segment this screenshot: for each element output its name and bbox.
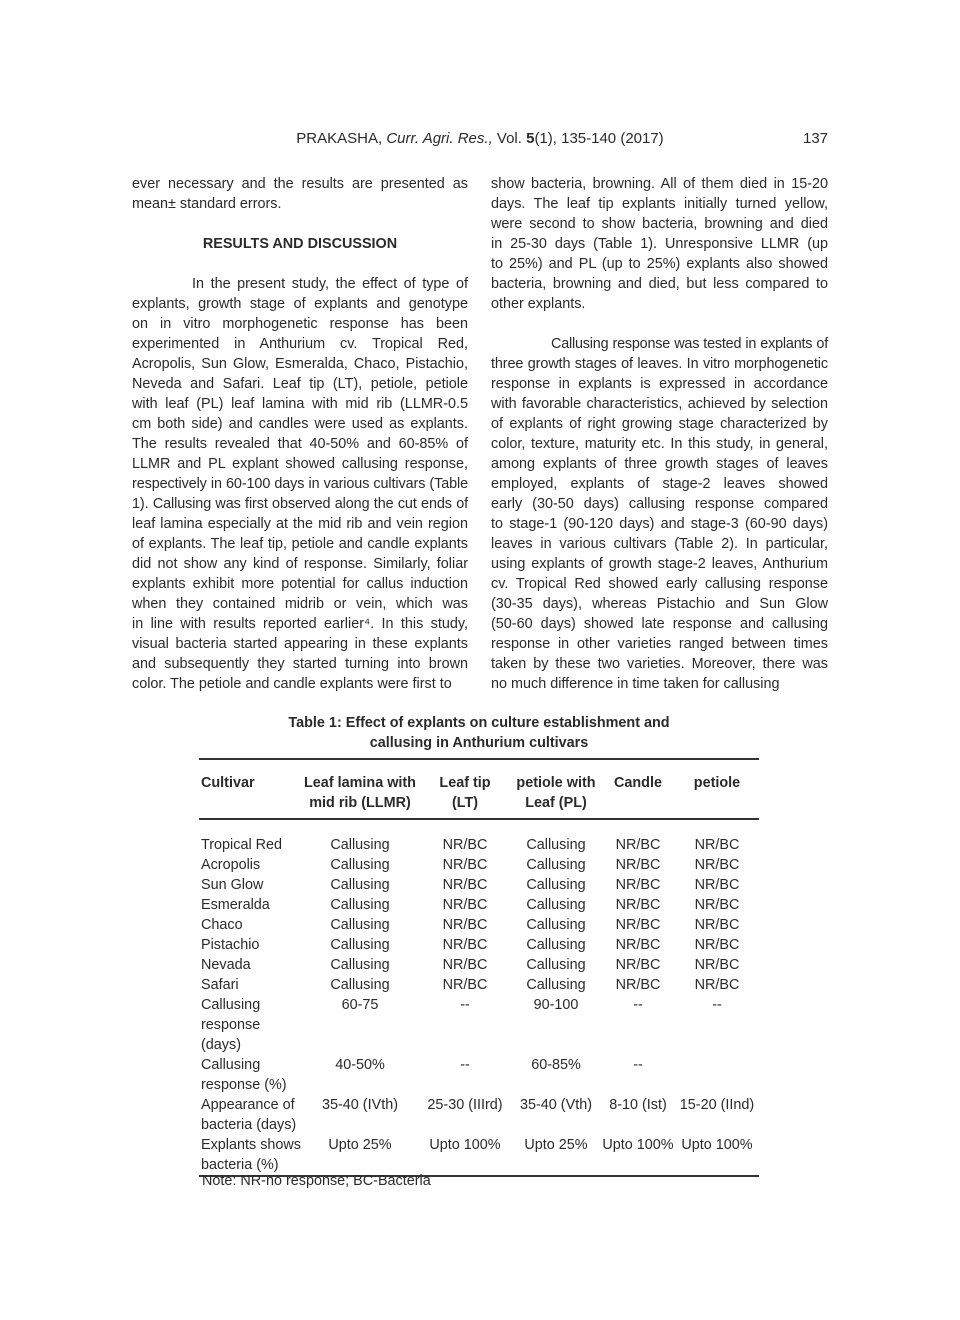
table-row [199, 935, 759, 955]
cell-line: Callusing [526, 977, 586, 993]
table-cell [601, 855, 675, 875]
cell-line: NR/BC [694, 897, 740, 913]
text-line: bacteria, browning and died, but less compared to [491, 276, 828, 292]
table-cell [301, 895, 419, 915]
table-cell [511, 895, 601, 915]
table-cell [419, 895, 511, 915]
section-heading: RESULTS AND DISCUSSION [202, 236, 398, 252]
text-line: among explants of three growth stages of leaves [491, 456, 828, 472]
cell-line: Upto 25% [328, 1137, 392, 1153]
row-label [199, 895, 301, 915]
column-header [301, 759, 419, 819]
cell-line: NR/BC [615, 897, 661, 913]
row-label [199, 975, 301, 995]
cell-line: NR/BC [694, 957, 740, 973]
text-line: when they contained midrib or vein, which was [132, 596, 468, 612]
table-cell [601, 935, 675, 955]
cell-line: Upto 25% [524, 1137, 588, 1153]
table-row [199, 875, 759, 895]
table-cell [511, 915, 601, 935]
text-line: with leaf (PL) leaf lamina with mid rib (LLMR-0.5 [132, 396, 468, 412]
cell-line: Callusing [526, 877, 586, 893]
cell-line: Callusing [330, 977, 390, 993]
table-row [199, 995, 759, 1055]
cell-line: -- [633, 997, 643, 1013]
cell-line: NR/BC [442, 937, 488, 953]
text-line: respectively in 60-100 days in various cultivars (Table [132, 476, 468, 492]
row-label [199, 1135, 301, 1176]
table-row [199, 1095, 759, 1135]
table-cell [675, 1095, 759, 1135]
table-cell [675, 995, 759, 1055]
text-line: other explants. [491, 296, 586, 312]
cell-line: Callusing [330, 937, 390, 953]
text-line: response in explants is expressed in accordance [491, 376, 828, 392]
text-line: no much difference in time taken for callusing [491, 676, 780, 692]
cell-line: NR/BC [615, 877, 661, 893]
column-header-line: petiole with [516, 775, 596, 791]
cell-line: NR/BC [694, 917, 740, 933]
text-line: in line with results reported earlier⁴. In this study, [132, 616, 468, 632]
cell-line: 60-85% [531, 1057, 581, 1073]
table-cell [675, 975, 759, 995]
running-head-volume-number: 5 [526, 130, 535, 147]
table-cell [511, 855, 601, 875]
text-line: early (30-50 days) callusing response compared [491, 496, 828, 512]
cell-line: Callusing [201, 997, 261, 1013]
cell-line: Callusing [526, 957, 586, 973]
table-row [199, 855, 759, 875]
cell-line: Callusing [330, 897, 390, 913]
cell-line: NR/BC [442, 897, 488, 913]
cell-line: 40-50% [335, 1057, 385, 1073]
right-paragraph-0 [491, 174, 828, 314]
column-header [675, 759, 759, 819]
table-cell [511, 875, 601, 895]
table-cell [601, 1095, 675, 1135]
text-line: response in other varieties ranged between times [491, 636, 828, 652]
table-cell [601, 819, 675, 855]
text-line: on in vitro morphogenetic response has been [132, 316, 468, 332]
text-line: three growth stages of leaves. In vitro morphogenetic [491, 356, 828, 372]
text-line: ever necessary and the results are presented as [132, 176, 468, 192]
cell-line: 35-40 (IVth) [322, 1097, 398, 1113]
text-line: show bacteria, browning. All of them died in 15-20 [491, 176, 828, 192]
cell-line: Callusing [330, 877, 390, 893]
cell-line: 90-100 [533, 997, 579, 1013]
cell-line: 25-30 (IIIrd) [427, 1097, 503, 1113]
cell-line: Upto 100% [602, 1137, 674, 1153]
cell-line: Explants shows [201, 1137, 301, 1153]
table-cell [419, 975, 511, 995]
table-cell [601, 955, 675, 975]
table-cell [675, 819, 759, 855]
cell-line: Callusing [526, 937, 586, 953]
text-line: (30-35 days), whereas Pistachio and Sun Glow [491, 596, 828, 612]
cell-line: NR/BC [442, 977, 488, 993]
text-line: cv. Tropical Red showed early callusing response [491, 576, 828, 592]
text-line: mean± standard errors. [132, 196, 282, 212]
table-cell [601, 895, 675, 915]
cell-line: NR/BC [615, 937, 661, 953]
row-label [199, 935, 301, 955]
table-cell [301, 995, 419, 1055]
table-note: Note: NR-no response; BC-Bacteria [202, 1173, 431, 1189]
column-header-line: petiole [693, 775, 741, 791]
column-header-line: mid rib (LLMR) [309, 795, 411, 811]
row-label [199, 855, 301, 875]
cell-line: Upto 100% [429, 1137, 501, 1153]
text-line: (50-60 days) showed late response and callusing [491, 616, 828, 632]
column-header-line: Candle [614, 775, 662, 791]
table-cell [301, 1135, 419, 1176]
table-cell [601, 975, 675, 995]
row-label [199, 955, 301, 975]
cell-line: NR/BC [442, 877, 488, 893]
table-cell [301, 1055, 419, 1095]
cell-line: NR/BC [615, 857, 661, 873]
column-header-line: (LT) [451, 795, 479, 811]
text-line: did not show any kind of response. Similarly, foliar [132, 556, 468, 572]
left-paragraph-1 [132, 274, 468, 694]
table-cell [301, 935, 419, 955]
cell-line: Callusing [330, 917, 390, 933]
table-cell [675, 935, 759, 955]
cell-line: response (days) [201, 1017, 261, 1053]
row-label [199, 915, 301, 935]
text-line: with favorable characteristics, achieved by selection [491, 396, 828, 412]
table-row [199, 975, 759, 995]
text-line: cm both side) and candles were used as explants. [132, 416, 468, 432]
row-label [199, 995, 301, 1055]
results-table [199, 758, 759, 1177]
running-head-issue: (1), 135-140 (2017) [534, 130, 664, 147]
right-paragraph-1 [491, 334, 828, 694]
page-number: 137 [803, 130, 829, 147]
text-line: and subsequently they started turning into brown [132, 656, 468, 672]
table-header-row [199, 759, 759, 819]
row-label [199, 819, 301, 855]
text-line: explants exhibit more potential for callus induction [132, 576, 468, 592]
text-line: using explants of growth stage-2 leaves, Anthurium [491, 556, 828, 572]
table-cell [675, 955, 759, 975]
cell-line: Esmeralda [201, 897, 270, 913]
cell-line: 35-40 (Vth) [520, 1097, 592, 1113]
table-caption [200, 713, 758, 753]
cell-line: 60-75 [341, 997, 379, 1013]
table-cell [675, 895, 759, 915]
text-line: days. The leaf tip explants initially turned yellow, [491, 196, 828, 212]
column-header [419, 759, 511, 819]
cell-line: NR/BC [442, 837, 488, 853]
table-cell [601, 1055, 675, 1095]
column-header [601, 759, 675, 819]
table-cell [419, 1055, 511, 1095]
cell-line: Chaco [201, 917, 243, 933]
cell-line: NR/BC [694, 977, 740, 993]
text-line: employed, explants of stage-2 leaves showed [491, 476, 828, 492]
text-line: leaves in various cultivars (Table 2). In particular, [491, 536, 828, 552]
table-cell [675, 875, 759, 895]
text-line: Callusing response was tested in explants of [551, 336, 828, 352]
table-cell [419, 935, 511, 955]
cell-line: Callusing [330, 857, 390, 873]
table-cell [511, 1095, 601, 1135]
cell-line: -- [460, 997, 470, 1013]
cell-line: NR/BC [694, 837, 740, 853]
column-header-line: Leaf tip [439, 775, 491, 791]
table-cell [419, 855, 511, 875]
table-cell [511, 819, 601, 855]
table-cell [511, 955, 601, 975]
cell-line: response (%) [201, 1077, 287, 1093]
row-label [199, 1055, 301, 1095]
text-line: of explants. The leaf tip, petiole and candle explants [132, 536, 468, 552]
table-cell [419, 955, 511, 975]
column-header-line: Leaf lamina with [304, 775, 416, 791]
cell-line: 15-20 (IInd) [679, 1097, 755, 1113]
text-line: taken by these two varieties. Moreover, there was [491, 656, 828, 672]
table-cell [301, 915, 419, 935]
table-cell [419, 819, 511, 855]
table-cell [301, 875, 419, 895]
cell-line: Callusing [330, 837, 390, 853]
table-row [199, 955, 759, 975]
cell-line: Callusing [526, 857, 586, 873]
text-line: were second to show bacteria, browning and died [491, 216, 828, 232]
cell-line: Tropical Red [201, 837, 283, 853]
left-column [132, 174, 468, 694]
text-line: of explants of right growing stage characterized by [491, 416, 828, 432]
table-row [199, 895, 759, 915]
text-line: Neveda and Safari. Leaf tip (LT), petiole, petiole [132, 376, 468, 392]
cell-line: NR/BC [694, 937, 740, 953]
table-row [199, 1055, 759, 1095]
cell-line: -- [633, 1057, 643, 1073]
cell-line: Upto 100% [681, 1137, 753, 1153]
table-cell [419, 875, 511, 895]
cell-line: bacteria (%) [201, 1157, 279, 1173]
table-cell [301, 1095, 419, 1135]
row-label [199, 875, 301, 895]
cell-line: NR/BC [694, 877, 740, 893]
cell-line: 8-10 (Ist) [609, 1097, 667, 1113]
cell-line: Acropolis [201, 857, 261, 873]
cell-line: Appearance of [201, 1097, 295, 1113]
left-paragraph-0 [132, 174, 468, 214]
text-line: LLMR and PL explant showed callusing response, [132, 456, 468, 472]
cell-line: Callusing [330, 957, 390, 973]
table-caption-line: callusing in Anthurium cultivars [369, 735, 589, 751]
table-caption-line: Table 1: Effect of explants on culture establishment and [288, 715, 670, 731]
cell-line: NR/BC [615, 917, 661, 933]
table-row [199, 1135, 759, 1176]
cell-line: -- [712, 997, 722, 1013]
text-line: The results revealed that 40-50% and 60-85% of [132, 436, 468, 452]
cell-line: NR/BC [615, 957, 661, 973]
cell-line: NR/BC [694, 857, 740, 873]
column-header [511, 759, 601, 819]
table-row [199, 915, 759, 935]
table-row [199, 819, 759, 855]
cell-line: bacteria (days) [201, 1117, 297, 1133]
text-line: color. The petiole and candle explants were first to [132, 676, 452, 692]
cell-line: Callusing [526, 917, 586, 933]
cell-line: -- [460, 1057, 470, 1073]
table-cell [511, 1135, 601, 1176]
text-line: to 25%) and PL (up to 25%) explants also showed [491, 256, 828, 272]
cell-line: Sun Glow [201, 877, 264, 893]
column-header-line: Leaf (PL) [525, 795, 587, 811]
table-cell [301, 955, 419, 975]
cell-line: Nevada [201, 957, 251, 973]
table-cell [675, 855, 759, 875]
table-cell [301, 855, 419, 875]
column-header [199, 759, 301, 819]
text-line: Acropolis, Sun Glow, Esmeralda, Chaco, Pistachio, [132, 356, 468, 372]
cell-line: NR/BC [442, 857, 488, 873]
table-cell [511, 975, 601, 995]
running-head-author: PRAKASHA, [296, 130, 387, 147]
table-cell [601, 1135, 675, 1176]
table-cell [511, 1055, 601, 1095]
cell-line: NR/BC [615, 977, 661, 993]
cell-line: Pistachio [201, 937, 260, 953]
table-cell [601, 995, 675, 1055]
cell-line: Safari [201, 977, 239, 993]
table-cell [301, 819, 419, 855]
text-line: experimented in Anthurium cv. Tropical Red, [132, 336, 468, 352]
text-line: color, texture, maturity etc. In this study, in general, [491, 436, 828, 452]
running-head-journal: Curr. Agri. Res., [386, 130, 493, 147]
text-line: explants, growth stage of explants and genotype [132, 296, 468, 312]
cell-line: Callusing [526, 897, 586, 913]
table-cell [675, 915, 759, 935]
running-head-vol: Vol. [492, 130, 527, 147]
text-line: leaf lamina especially at the mid rib and vein region [132, 516, 468, 532]
table-cell [675, 1135, 759, 1176]
cell-line: NR/BC [615, 837, 661, 853]
cell-line: NR/BC [442, 917, 488, 933]
table-cell [511, 995, 601, 1055]
table-cell [419, 1095, 511, 1135]
right-column [491, 174, 828, 694]
text-line: visual bacteria started appearing in these explants [132, 636, 468, 652]
row-label [199, 1095, 301, 1135]
table-cell [301, 975, 419, 995]
table-cell [601, 875, 675, 895]
column-header-line: Cultivar [201, 775, 255, 791]
table-cell [419, 915, 511, 935]
text-line: in 25-30 days (Table 1). Unresponsive LLMR (up [491, 236, 828, 252]
text-line: 1). Callusing was first observed along the cut ends of [132, 496, 468, 512]
text-line: In the present study, the effect of type of [192, 276, 468, 292]
cell-line: Callusing [526, 837, 586, 853]
table-cell [675, 1055, 759, 1095]
table-cell [419, 1135, 511, 1176]
cell-line: Callusing [201, 1057, 261, 1073]
table-cell [601, 915, 675, 935]
table-cell [419, 995, 511, 1055]
text-line: to stage-1 (90-120 days) and stage-3 (60-90 days) [491, 516, 828, 532]
cell-line: NR/BC [442, 957, 488, 973]
table-cell [511, 935, 601, 955]
